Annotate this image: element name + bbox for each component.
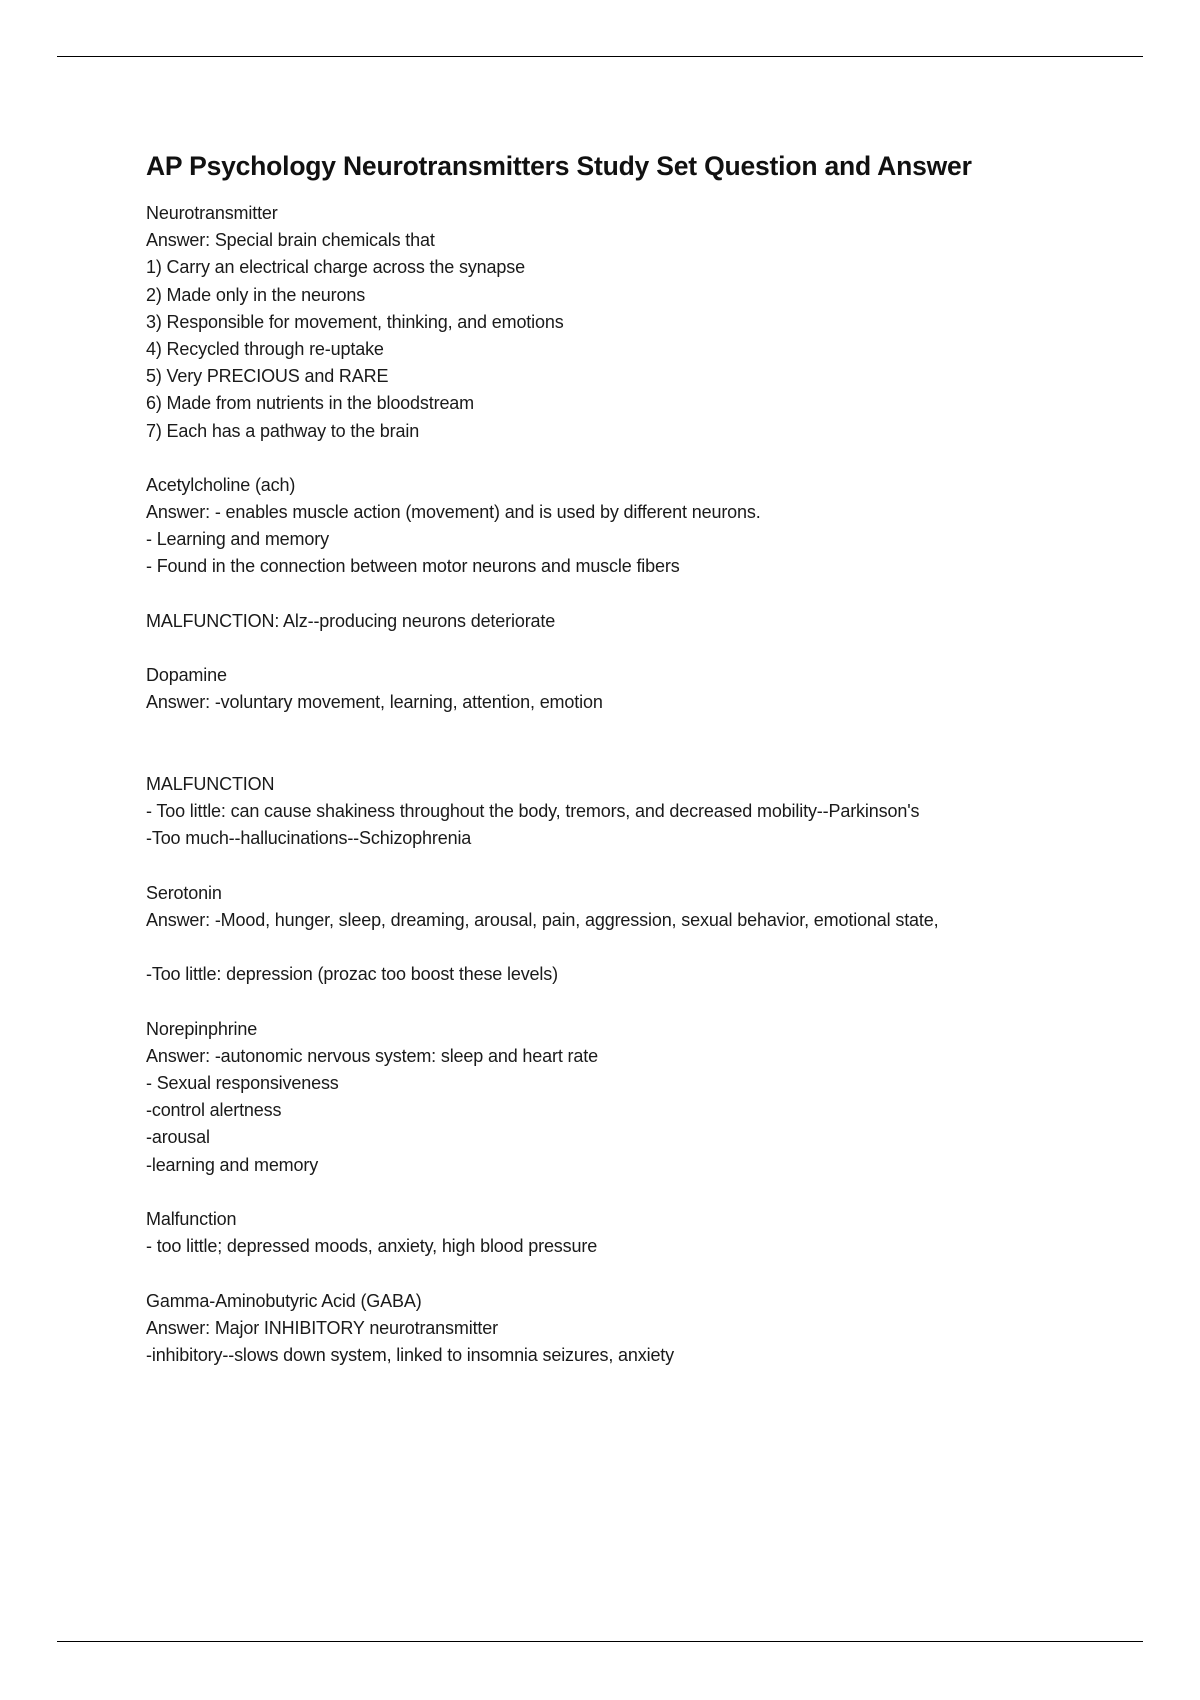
answer-line: - Sexual responsiveness — [146, 1073, 339, 1093]
answer-line: 2) Made only in the neurons — [146, 284, 366, 305]
section-serotonin — [146, 880, 1126, 934]
section-dopamine — [146, 662, 1126, 716]
paragraph-gap — [146, 988, 1126, 1015]
term-heading: Acetylcholine (ach) — [146, 474, 296, 495]
malfunction-line: - too little; depressed moods, anxiety, high blood pressure — [146, 1236, 598, 1257]
answer-line: Answer: Special brain chemicals that — [146, 230, 435, 251]
answer-line: Answer: Major INHIBITORY neurotransmitter — [146, 1317, 498, 1338]
paragraph-gap — [146, 635, 1126, 662]
malfunction-heading: Malfunction — [146, 1208, 237, 1229]
answer-line: Answer: -voluntary movement, learning, attention, emotion — [146, 692, 603, 713]
section-acetylcholine-malfunction — [146, 608, 1126, 635]
answer-line: - Learning and memory — [146, 529, 329, 550]
term-heading: Serotonin — [146, 882, 222, 903]
answer-line: -learning and memory — [146, 1154, 319, 1175]
paragraph-gap — [146, 744, 1126, 771]
paragraph-gap — [146, 1179, 1126, 1206]
section-gaba — [146, 1288, 1126, 1370]
section-norepinephrine-malfunction — [146, 1206, 1126, 1260]
answer-line: 4) Recycled through re-uptake — [146, 338, 384, 359]
malfunction-line: -Too little: depression (prozac too boost these levels) — [146, 964, 558, 985]
malfunction-line: MALFUNCTION: Alz--producing neurons deteriorate — [146, 610, 556, 631]
header-rule — [57, 56, 1143, 57]
document-body — [146, 148, 1126, 1369]
answer-line: 6) Made from nutrients in the bloodstream — [146, 393, 475, 414]
section-neurotransmitter — [146, 200, 1126, 445]
section-serotonin-malfunction — [146, 961, 1126, 988]
answer-line: 3) Responsible for movement, thinking, and emotions — [146, 311, 564, 332]
section-norepinephrine — [146, 1016, 1126, 1179]
paragraph-gap — [146, 581, 1126, 608]
answer-line: - Found in the connection between motor neurons and muscle fibers — [146, 556, 680, 577]
section-dopamine-malfunction — [146, 771, 1126, 853]
paragraph-gap — [146, 853, 1126, 880]
paragraph-gap — [146, 445, 1126, 472]
malfunction-line: -Too much--hallucinations--Schizophrenia — [146, 828, 472, 849]
term-heading: Neurotransmitter — [146, 203, 278, 223]
answer-line: Answer: -autonomic nervous system: sleep and heart rate — [146, 1045, 598, 1066]
answer-line: Answer: -Mood, hunger, sleep, dreaming, arousal, pain, aggression, sexual behavior, emotional state, — [146, 909, 939, 930]
footer-rule — [57, 1641, 1143, 1642]
term-heading: Norepinphrine — [146, 1018, 258, 1039]
answer-line: -inhibitory--slows down system, linked to insomnia seizures, anxiety — [146, 1344, 675, 1365]
malfunction-line: - Too little: can cause shakiness throughout the body, tremors, and decreased mobility--Parkinson's — [146, 801, 920, 822]
paragraph-gap — [146, 717, 1126, 744]
term-heading: Gamma-Aminobutyric Acid (GABA) — [146, 1290, 422, 1311]
malfunction-heading: MALFUNCTION — [146, 773, 275, 794]
answer-line: 5) Very PRECIOUS and RARE — [146, 366, 389, 387]
answer-line: 1) Carry an electrical charge across the synapse — [146, 257, 525, 278]
section-acetylcholine — [146, 472, 1126, 581]
answer-line: -control alertness — [146, 1100, 282, 1121]
document-title: AP Psychology Neurotransmitters Study Set Question and Answer — [146, 151, 972, 181]
document-text — [146, 200, 1126, 1369]
paragraph-gap — [146, 934, 1126, 961]
answer-line: -arousal — [146, 1127, 210, 1148]
term-heading: Dopamine — [146, 665, 227, 686]
answer-line: Answer: - enables muscle action (movement) and is used by different neurons. — [146, 502, 761, 523]
answer-line: 7) Each has a pathway to the brain — [146, 420, 420, 441]
paragraph-gap — [146, 1260, 1126, 1287]
